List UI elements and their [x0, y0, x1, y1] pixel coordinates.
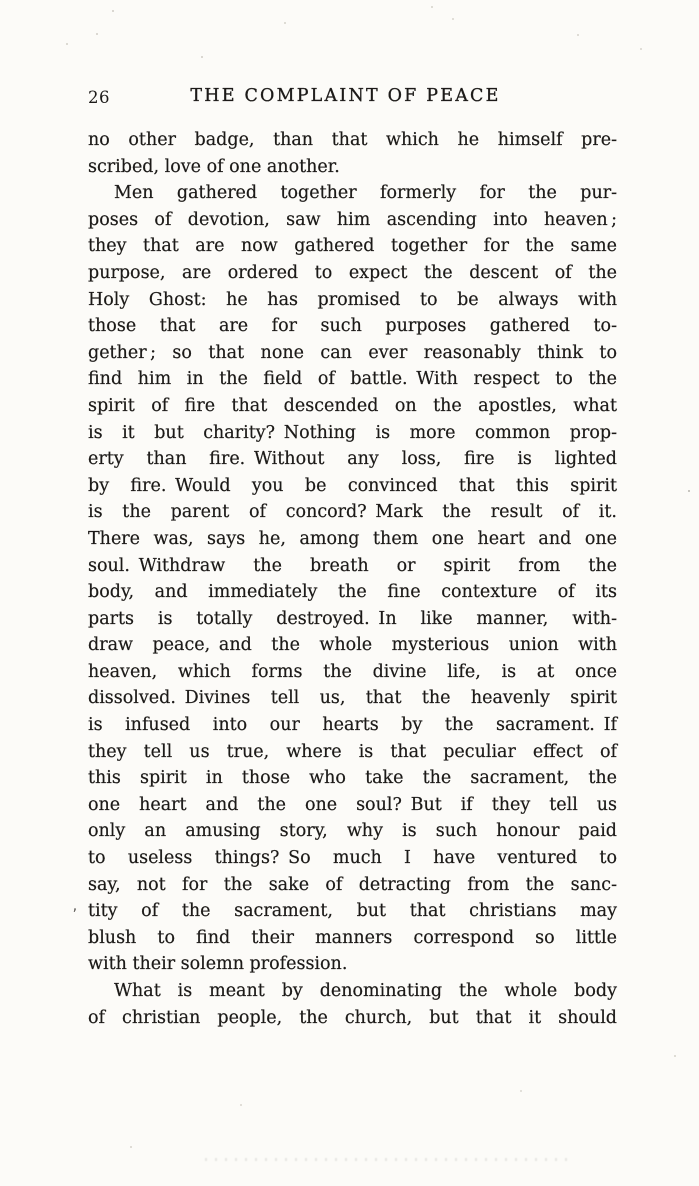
text-line: purpose, are ordered to expect the descent of the: [88, 262, 617, 283]
text-line: scribed, love of one another.: [88, 156, 340, 177]
text-line: no other badge, than that which he himself pre-: [88, 130, 617, 150]
text-line: tity of the sacrament, but that christians may: [88, 901, 617, 922]
text-line: draw peace, and the whole mysterious union with: [88, 635, 617, 656]
text-line: only an amusing story, why is such honour paid: [88, 821, 617, 842]
text-line: Men gathered together formerly for the pur-: [114, 183, 617, 204]
page-number: 26: [88, 88, 110, 107]
text-line: body, and immediately the fine contexture of its: [88, 582, 617, 603]
text-line: soul. Withdraw the breath or spirit from the: [88, 555, 617, 576]
text-line: gether ; so that none can ever reasonably think to: [88, 342, 617, 363]
text-line: of christian people, the church, but that it should: [88, 1007, 617, 1028]
text-line: heaven, which forms the divine life, is at once: [88, 661, 617, 682]
scan-speckle: [0, 0, 2, 2]
text-line: is infused into our hearts by the sacrament. If: [88, 715, 617, 736]
text-line: they tell us true, where is that peculiar effect of: [88, 741, 617, 762]
text-line: one heart and the one soul? But if they tell us: [88, 794, 617, 815]
running-title: THE COMPLAINT OF PEACE: [190, 86, 501, 106]
text-line: Holy Ghost: he has promised to be always with: [88, 289, 617, 310]
text-line: parts is totally destroyed. In like manner, with-: [88, 608, 617, 629]
page-header: [88, 86, 617, 108]
scan-noise-strip: [205, 1158, 570, 1161]
text-line: those that are for such purposes gathered to-: [88, 316, 617, 337]
text-line: erty than fire. Without any loss, fire is lighted: [88, 449, 617, 470]
text-line: to useless things? So much I have ventured to: [88, 848, 617, 869]
text-line: There was, says he, among them one heart and one: [88, 528, 617, 549]
text-line: What is meant by denominating the whole body: [114, 981, 617, 1001]
text-line: say, not for the sake of detracting from the sanc-: [88, 874, 617, 895]
text-line: this spirit in those who take the sacrament, the: [88, 768, 617, 789]
text-line: dissolved. Divines tell us, that the heavenly spirit: [88, 688, 617, 709]
text-line: they that are now gathered together for the same: [88, 236, 617, 257]
text-block: [88, 127, 617, 1031]
text-line: is it but charity? Nothing is more common prop-: [88, 422, 617, 443]
text-line: with their solemn profession.: [88, 954, 348, 975]
print-artifact-comma: ,: [70, 897, 79, 915]
text-line: by fire. Would you be convinced that this spirit: [88, 475, 617, 496]
text-line: poses of devotion, saw him ascending into heaven ;: [88, 209, 617, 230]
text-line: find him in the field of battle. With respect to the: [88, 369, 617, 390]
text-line: blush to find their manners correspond so little: [88, 927, 617, 948]
text-line: spirit of fire that descended on the apostles, what: [88, 395, 617, 416]
text-line: is the parent of concord? Mark the result of it.: [88, 502, 617, 523]
